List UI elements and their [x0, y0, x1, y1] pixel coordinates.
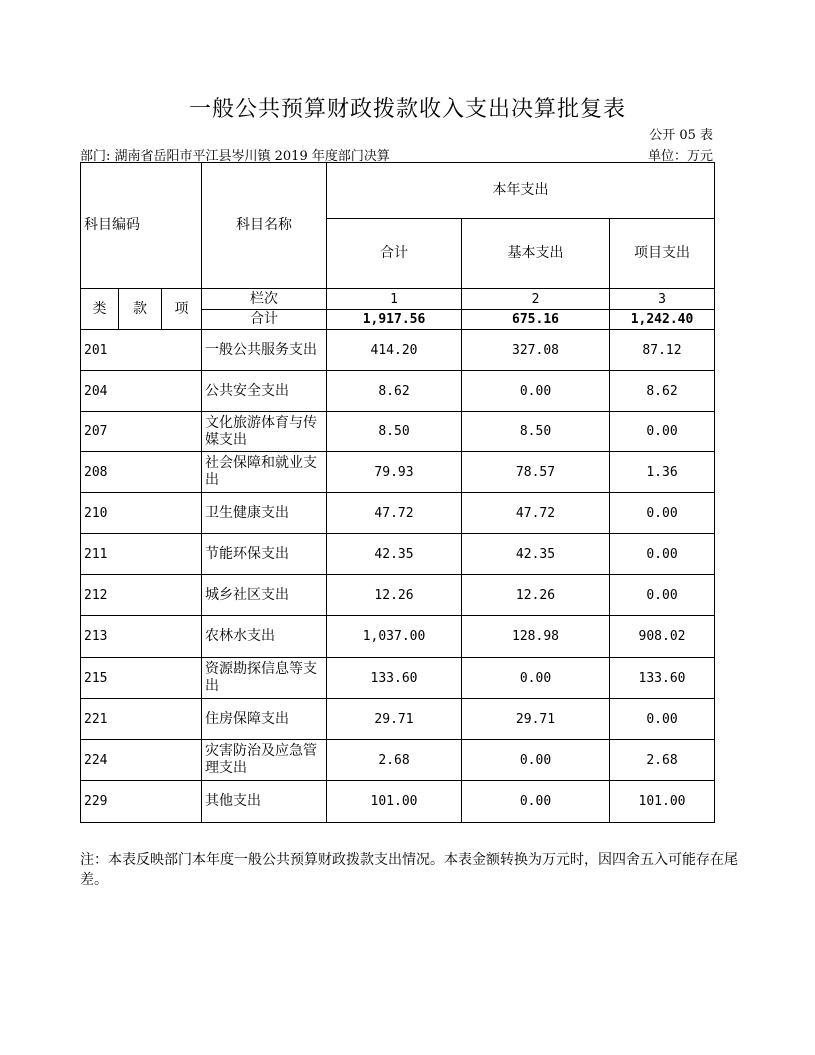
row-name: 一般公共服务支出	[202, 330, 327, 371]
row-project: 0.00	[610, 412, 715, 452]
table-row	[81, 699, 715, 740]
column-number-1: 1	[327, 289, 462, 310]
row-project: 1.36	[610, 452, 715, 493]
row-code: 221	[81, 699, 202, 740]
row-name: 其他支出	[202, 781, 327, 823]
column-number-3: 3	[610, 289, 715, 310]
unit-label: 单位：万元	[647, 149, 713, 164]
header-xiang: 项	[162, 289, 202, 330]
budget-table	[80, 162, 715, 823]
row-name: 公共安全支出	[202, 371, 327, 412]
table-row	[81, 740, 715, 781]
header-column-no: 栏次	[202, 289, 327, 310]
row-total: 414.20	[327, 330, 462, 371]
row-code: 210	[81, 493, 202, 534]
row-total: 29.71	[327, 699, 462, 740]
table-row	[81, 330, 715, 371]
table-row	[81, 412, 715, 452]
row-code: 224	[81, 740, 202, 781]
row-code: 201	[81, 330, 202, 371]
row-total: 133.60	[327, 658, 462, 699]
header-basic: 基本支出	[462, 219, 610, 289]
row-name: 卫生健康支出	[202, 493, 327, 534]
row-basic: 0.00	[462, 658, 610, 699]
page-title: 一般公共预算财政拨款收入支出决算批复表	[188, 97, 626, 122]
sum-label: 合计	[202, 310, 327, 330]
row-basic: 0.00	[462, 781, 610, 823]
header-code: 科目编码	[81, 163, 202, 289]
row-name: 住房保障支出	[202, 699, 327, 740]
row-basic: 128.98	[462, 616, 610, 658]
row-project: 101.00	[610, 781, 715, 823]
table-row	[81, 658, 715, 699]
row-name: 农林水支出	[202, 616, 327, 658]
row-project: 0.00	[610, 534, 715, 575]
row-project: 0.00	[610, 699, 715, 740]
row-code: 212	[81, 575, 202, 616]
row-code: 207	[81, 412, 202, 452]
row-total: 101.00	[327, 781, 462, 823]
row-basic: 8.50	[462, 412, 610, 452]
table-row	[81, 534, 715, 575]
row-basic: 0.00	[462, 740, 610, 781]
sum-basic: 675.16	[462, 310, 610, 330]
row-code: 211	[81, 534, 202, 575]
row-total: 2.68	[327, 740, 462, 781]
row-name: 灾害防治及应急管理支出	[202, 740, 327, 781]
row-name: 城乡社区支出	[202, 575, 327, 616]
table-row	[81, 371, 715, 412]
row-basic: 42.35	[462, 534, 610, 575]
row-project: 908.02	[610, 616, 715, 658]
row-project: 0.00	[610, 493, 715, 534]
row-basic: 47.72	[462, 493, 610, 534]
row-total: 8.50	[327, 412, 462, 452]
row-project: 2.68	[610, 740, 715, 781]
table-row	[81, 493, 715, 534]
table-row	[81, 452, 715, 493]
department-label: 部门: 湖南省岳阳市平江县岑川镇 2019 年度部门决算	[80, 149, 390, 164]
row-basic: 327.08	[462, 330, 610, 371]
table-row	[81, 781, 715, 823]
column-number-2: 2	[462, 289, 610, 310]
row-code: 204	[81, 371, 202, 412]
row-total: 47.72	[327, 493, 462, 534]
header-total: 合计	[327, 219, 462, 289]
row-project: 87.12	[610, 330, 715, 371]
form-number: 公开 05 表	[649, 128, 713, 143]
header-kuan: 款	[119, 289, 162, 330]
table-row	[81, 575, 715, 616]
row-name: 社会保障和就业支出	[202, 452, 327, 493]
row-name: 节能环保支出	[202, 534, 327, 575]
row-name: 文化旅游体育与传媒支出	[202, 412, 327, 452]
row-total: 8.62	[327, 371, 462, 412]
row-total: 1,037.00	[327, 616, 462, 658]
row-total: 79.93	[327, 452, 462, 493]
row-project: 0.00	[610, 575, 715, 616]
row-basic: 0.00	[462, 371, 610, 412]
row-code: 229	[81, 781, 202, 823]
row-name: 资源勘探信息等支出	[202, 658, 327, 699]
row-basic: 78.57	[462, 452, 610, 493]
row-basic: 29.71	[462, 699, 610, 740]
row-code: 215	[81, 658, 202, 699]
header-name: 科目名称	[202, 163, 327, 289]
header-current-year-expense: 本年支出	[327, 163, 715, 219]
sum-total: 1,917.56	[327, 310, 462, 330]
sum-project: 1,242.40	[610, 310, 715, 330]
row-code: 213	[81, 616, 202, 658]
row-basic: 12.26	[462, 575, 610, 616]
row-total: 42.35	[327, 534, 462, 575]
table-row	[81, 616, 715, 658]
row-code: 208	[81, 452, 202, 493]
row-project: 133.60	[610, 658, 715, 699]
row-project: 8.62	[610, 371, 715, 412]
header-project: 项目支出	[610, 219, 715, 289]
row-total: 12.26	[327, 575, 462, 616]
header-lei: 类	[81, 289, 119, 330]
footnote: 注：本表反映部门本年度一般公共预算财政拨款支出情况。本表金额转换为万元时，因四舍五入可能存在尾差。	[80, 852, 738, 888]
